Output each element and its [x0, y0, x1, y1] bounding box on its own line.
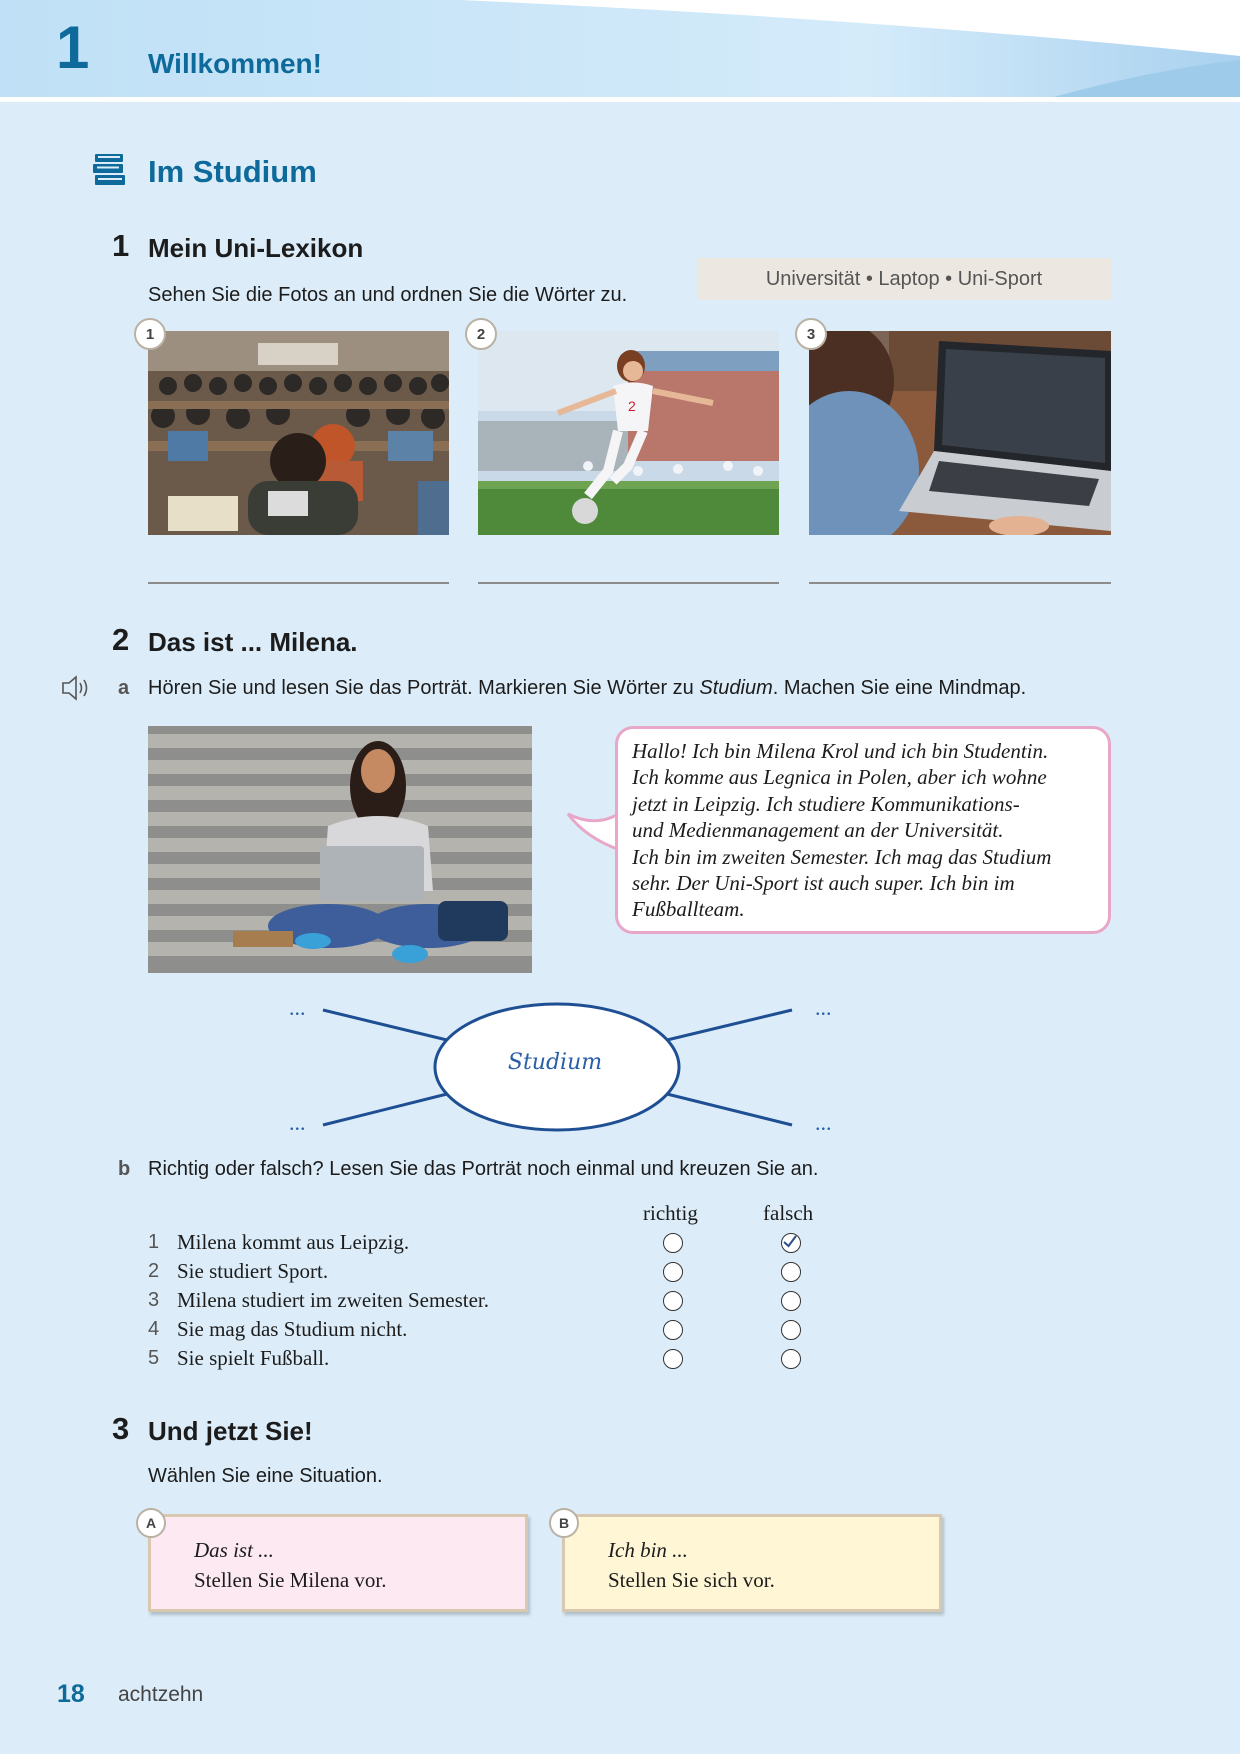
exercise-2-number: 2	[112, 622, 130, 657]
answer-line-2[interactable]	[478, 582, 779, 584]
radio-richtig-2[interactable]	[663, 1262, 683, 1282]
mindmap-center-label: Studium	[507, 1050, 603, 1075]
photo-badge-3: 3	[795, 318, 827, 350]
answer-line-1[interactable]	[148, 582, 449, 584]
exercise-3-title: Und jetzt Sie!	[148, 1416, 313, 1446]
situation-b-line-1: Ich bin ...	[608, 1538, 688, 1562]
checkmark-icon	[780, 1232, 800, 1252]
radio-falsch-4[interactable]	[781, 1320, 801, 1340]
speaker-icon[interactable]	[60, 672, 92, 704]
exercise-2-title: Das ist ... Milena.	[148, 627, 358, 657]
situation-badge-b: B	[549, 1508, 579, 1538]
statement-number: 2	[148, 1260, 160, 1282]
speech-bubble-portrait	[615, 726, 1111, 934]
statement-text: Sie mag das Studium nicht.	[177, 1317, 408, 1341]
bubble-line-2: Ich komme aus Legnica in Polen, aber ich wohne	[632, 765, 1047, 790]
mindmap-branch-top-right[interactable]: ...	[815, 995, 832, 1020]
speech-bubble-tail	[566, 808, 620, 856]
radio-falsch-1-checked[interactable]	[781, 1233, 801, 1253]
bubble-line-5: Ich bin im zweiten Semester. Ich mag das Studium	[632, 844, 1052, 869]
bubble-line-4: und Medienmanagement an der Universität.	[632, 818, 1004, 843]
svg-text:2: 2	[628, 398, 636, 414]
situation-a-line-1: Das ist ...	[194, 1538, 274, 1562]
instruction-italic-word: Studium	[699, 677, 773, 699]
chapter-number: 1	[56, 14, 90, 81]
statement-number: 5	[148, 1347, 160, 1369]
statement-text: Sie studiert Sport.	[177, 1259, 329, 1283]
statement-number: 4	[148, 1318, 160, 1340]
column-header-richtig: richtig	[643, 1201, 698, 1225]
situation-card-b[interactable]	[562, 1514, 942, 1612]
column-header-falsch: falsch	[763, 1201, 814, 1225]
chapter-title: Willkommen!	[148, 48, 322, 79]
bubble-line-6: sehr. Der Uni-Sport ist auch super. Ich bin im	[632, 871, 1015, 896]
situation-a-line-2: Stellen Sie Milena vor.	[194, 1568, 387, 1592]
statement-text: Milena kommt aus Leipzig.	[177, 1230, 410, 1254]
book-stack-icon	[91, 152, 127, 188]
mindmap-branch-bottom-left[interactable]: ...	[289, 1110, 306, 1135]
exercise-1-title: Mein Uni-Lexikon	[148, 233, 364, 263]
radio-falsch-3[interactable]	[781, 1291, 801, 1311]
sub-letter-a: a	[118, 677, 130, 699]
photo-milena	[148, 726, 532, 973]
bubble-line-3: jetzt in Leipzig. Ich studiere Kommunikations-	[632, 791, 1020, 816]
exercise-1-number: 1	[112, 228, 130, 263]
radio-falsch-2[interactable]	[781, 1262, 801, 1282]
statement-text: Milena studiert im zweiten Semester.	[177, 1288, 490, 1312]
statement-number: 1	[148, 1231, 160, 1253]
page-number: 18	[57, 1680, 85, 1708]
exercise-2a-instruction: Hören Sie und lesen Sie das Porträt. Markieren Sie Wörter zu Studium. Machen Sie eine Mindmap.	[148, 677, 1027, 699]
bubble-line-1: Hallo! Ich bin Milena Krol und ich bin Studentin.	[632, 739, 1049, 763]
photo-laptop	[809, 331, 1111, 535]
photo-lecture-hall	[148, 331, 449, 535]
exercise-3-instruction: Wählen Sie eine Situation.	[148, 1465, 383, 1487]
bubble-line-7: Fußballteam.	[632, 897, 745, 922]
exercise-3-number: 3	[112, 1411, 130, 1446]
exercise-1-instruction: Sehen Sie die Fotos an und ordnen Sie die Wörter zu.	[148, 284, 628, 306]
sub-letter-b: b	[118, 1158, 131, 1180]
photo-badge-1: 1	[134, 318, 166, 350]
radio-richtig-1[interactable]	[663, 1233, 683, 1253]
situation-badge-a: A	[136, 1508, 166, 1538]
answer-line-3[interactable]	[809, 582, 1111, 584]
mindmap-branch-bottom-right[interactable]: ...	[815, 1110, 832, 1135]
header-divider	[0, 97, 1240, 102]
radio-richtig-3[interactable]	[663, 1291, 683, 1311]
statement-number: 3	[148, 1289, 160, 1311]
mindmap-branch-top-left[interactable]: ...	[289, 995, 306, 1020]
radio-falsch-5[interactable]	[781, 1349, 801, 1369]
photo-badge-2: 2	[465, 318, 497, 350]
section-title: Im Studium	[148, 154, 317, 189]
radio-richtig-5[interactable]	[663, 1349, 683, 1369]
exercise-2b-instruction: Richtig oder falsch? Lesen Sie das Porträt noch einmal und kreuzen Sie an.	[148, 1158, 819, 1180]
page-number-word: achtzehn	[118, 1683, 204, 1706]
situation-b-line-2: Stellen Sie sich vor.	[608, 1568, 775, 1592]
situation-card-a[interactable]	[148, 1514, 528, 1612]
radio-richtig-4[interactable]	[663, 1320, 683, 1340]
photo-football-player	[478, 331, 779, 535]
statement-text: Sie spielt Fußball.	[177, 1346, 330, 1370]
word-box: Universität • Laptop • Uni-Sport	[697, 258, 1111, 300]
